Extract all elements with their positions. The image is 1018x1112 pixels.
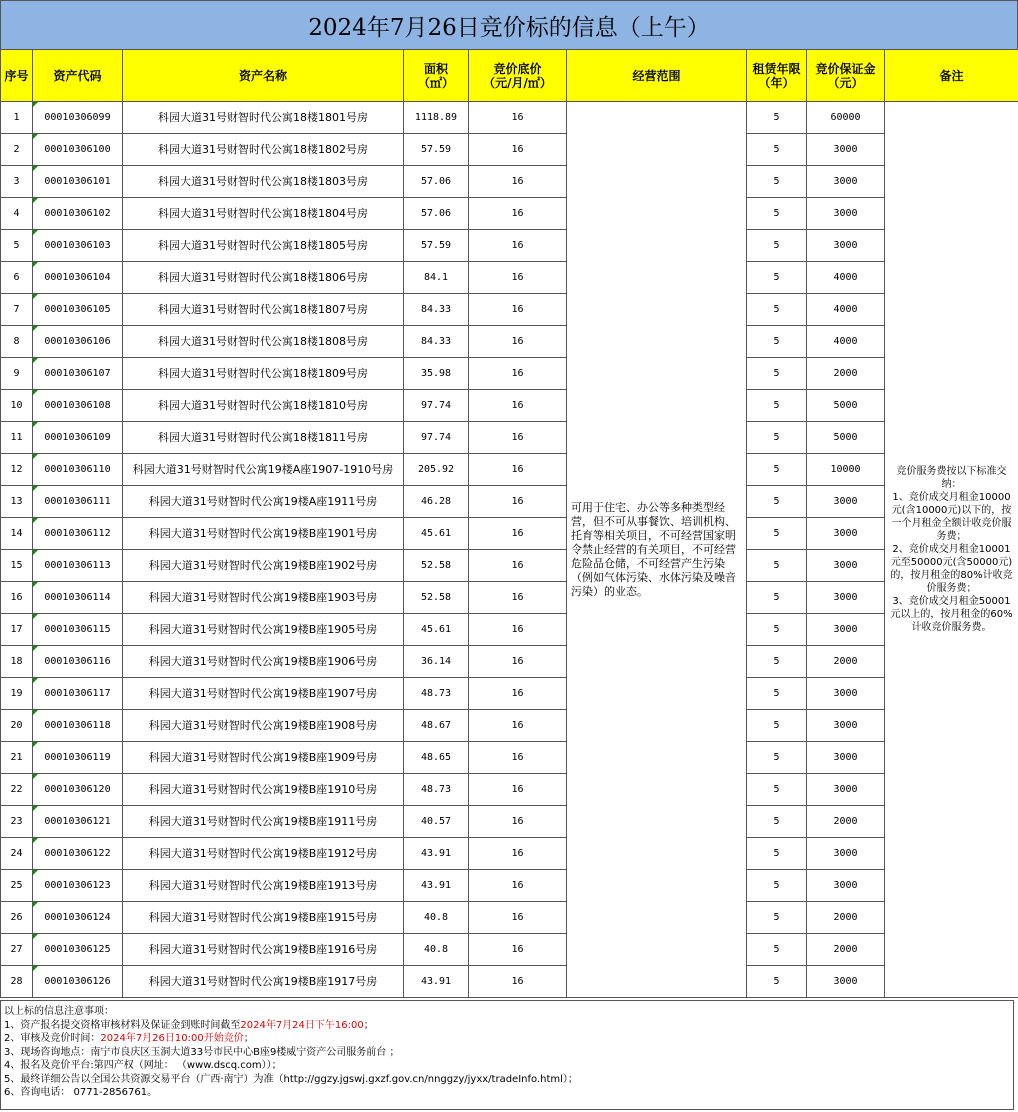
cell-asset-code: 00010306118 bbox=[33, 710, 123, 742]
note-auction-time: 2024年7月26日10:00开始竞价 bbox=[100, 1033, 244, 1044]
cell-deposit: 2000 bbox=[807, 806, 885, 838]
cell-deposit: 2000 bbox=[807, 646, 885, 678]
cell-asset-name: 科园大道31号财智时代公寓18楼1801号房 bbox=[123, 102, 404, 134]
table-row bbox=[1, 742, 1018, 774]
business-scope-cell: 可用于住宅、办公等多种类型经营，但不可从事餐饮、培训机构、托育等相关项目，不可经营国家明令禁止经营的有关项目，不可经营危险品仓储，不可经营产生污染（例如气体污染、水体污染及噪音污染）的业态。 bbox=[567, 102, 747, 998]
cell-lease-term: 5 bbox=[747, 902, 807, 934]
cell-deposit: 3000 bbox=[807, 582, 885, 614]
header-area: 面积 （㎡） bbox=[404, 50, 469, 102]
cell-lease-term: 5 bbox=[747, 358, 807, 390]
cell-no: 21 bbox=[1, 742, 33, 774]
table-row bbox=[1, 390, 1018, 422]
sheet-title: 2024年7月26日竞价标的信息（上午） bbox=[0, 0, 1018, 50]
cell-asset-name: 科园大道31号财智时代公寓18楼1809号房 bbox=[123, 358, 404, 390]
cell-asset-name: 科园大道31号财智时代公寓19楼B座1908号房 bbox=[123, 710, 404, 742]
cell-base-price: 16 bbox=[469, 294, 567, 326]
table-row bbox=[1, 326, 1018, 358]
note-line-1-suffix: ； bbox=[363, 1019, 374, 1031]
header-deposit: 竞价保证金 （元） bbox=[807, 50, 885, 102]
cell-base-price: 16 bbox=[469, 838, 567, 870]
cell-deposit: 3000 bbox=[807, 774, 885, 806]
table-row bbox=[1, 838, 1018, 870]
cell-asset-code: 00010306100 bbox=[33, 134, 123, 166]
cell-no: 4 bbox=[1, 198, 33, 230]
cell-base-price: 16 bbox=[469, 774, 567, 806]
cell-asset-name: 科园大道31号财智时代公寓19楼B座1902号房 bbox=[123, 550, 404, 582]
cell-asset-name: 科园大道31号财智时代公寓19楼B座1909号房 bbox=[123, 742, 404, 774]
cell-base-price: 16 bbox=[469, 646, 567, 678]
cell-no: 14 bbox=[1, 518, 33, 550]
cell-area: 48.73 bbox=[404, 678, 469, 710]
cell-asset-code: 00010306099 bbox=[33, 102, 123, 134]
cell-asset-name: 科园大道31号财智时代公寓19楼A座1907-1910号房 bbox=[123, 454, 404, 486]
table-row bbox=[1, 166, 1018, 198]
cell-base-price: 16 bbox=[469, 358, 567, 390]
table-row bbox=[1, 678, 1018, 710]
cell-no: 24 bbox=[1, 838, 33, 870]
cell-base-price: 16 bbox=[469, 870, 567, 902]
cell-base-price: 16 bbox=[469, 486, 567, 518]
cell-area: 48.67 bbox=[404, 710, 469, 742]
cell-deposit: 3000 bbox=[807, 870, 885, 902]
cell-asset-name: 科园大道31号财智时代公寓18楼1805号房 bbox=[123, 230, 404, 262]
cell-asset-name: 科园大道31号财智时代公寓18楼1803号房 bbox=[123, 166, 404, 198]
table-row bbox=[1, 582, 1018, 614]
cell-asset-name: 科园大道31号财智时代公寓18楼1811号房 bbox=[123, 422, 404, 454]
cell-no: 26 bbox=[1, 902, 33, 934]
cell-no: 8 bbox=[1, 326, 33, 358]
cell-asset-code: 00010306126 bbox=[33, 966, 123, 998]
cell-deposit: 4000 bbox=[807, 294, 885, 326]
cell-asset-name: 科园大道31号财智时代公寓18楼1802号房 bbox=[123, 134, 404, 166]
table-row bbox=[1, 646, 1018, 678]
cell-lease-term: 5 bbox=[747, 838, 807, 870]
cell-lease-term: 5 bbox=[747, 550, 807, 582]
note-line-2 bbox=[4, 1032, 1013, 1046]
cell-asset-name: 科园大道31号财智时代公寓19楼B座1907号房 bbox=[123, 678, 404, 710]
cell-asset-name: 科园大道31号财智时代公寓19楼B座1913号房 bbox=[123, 870, 404, 902]
cell-no: 16 bbox=[1, 582, 33, 614]
cell-base-price: 16 bbox=[469, 422, 567, 454]
cell-asset-code: 00010306115 bbox=[33, 614, 123, 646]
note-line-5: 5、最终详细公告以全国公共资源交易平台（广西·南宁）为准（http://ggzy.jgswj.gxzf.gov.cn/nnggzy/jyxx/tradeInfo.html）； bbox=[4, 1073, 578, 1085]
cell-asset-code: 00010306106 bbox=[33, 326, 123, 358]
remark-cell: 竞价服务费按以下标准交纳： 1、竞价成交月租金10000元(含10000元)以下的，按一个月租金全额计收竞价服务费； 2、竞价成交月租金10001元至50000元(含50000元)的，按月租金的80%计收竞价服务费； 3、竞价成交月租金50001元以上的，按月租金的60%计收竞价服务费。 bbox=[885, 102, 1018, 998]
cell-no: 18 bbox=[1, 646, 33, 678]
cell-asset-name: 科园大道31号财智时代公寓18楼1806号房 bbox=[123, 262, 404, 294]
cell-asset-name: 科园大道31号财智时代公寓18楼1810号房 bbox=[123, 390, 404, 422]
cell-area: 45.61 bbox=[404, 614, 469, 646]
cell-area: 40.57 bbox=[404, 806, 469, 838]
cell-lease-term: 5 bbox=[747, 774, 807, 806]
cell-asset-code: 00010306113 bbox=[33, 550, 123, 582]
notes-heading: 以上标的信息注意事项： bbox=[4, 1006, 114, 1017]
cell-area: 48.65 bbox=[404, 742, 469, 774]
cell-deposit: 2000 bbox=[807, 358, 885, 390]
cell-base-price: 16 bbox=[469, 390, 567, 422]
cell-no: 6 bbox=[1, 262, 33, 294]
cell-no: 19 bbox=[1, 678, 33, 710]
table-row bbox=[1, 806, 1018, 838]
cell-area: 97.74 bbox=[404, 422, 469, 454]
table-row bbox=[1, 966, 1018, 998]
auction-table bbox=[0, 49, 1018, 998]
cell-asset-name: 科园大道31号财智时代公寓18楼1804号房 bbox=[123, 198, 404, 230]
cell-lease-term: 5 bbox=[747, 166, 807, 198]
cell-lease-term: 5 bbox=[747, 710, 807, 742]
cell-lease-term: 5 bbox=[747, 870, 807, 902]
table-row bbox=[1, 134, 1018, 166]
cell-deposit: 3000 bbox=[807, 614, 885, 646]
cell-no: 13 bbox=[1, 486, 33, 518]
cell-lease-term: 5 bbox=[747, 294, 807, 326]
cell-area: 84.1 bbox=[404, 262, 469, 294]
cell-lease-term: 5 bbox=[747, 966, 807, 998]
cell-deposit: 3000 bbox=[807, 518, 885, 550]
cell-area: 45.61 bbox=[404, 518, 469, 550]
cell-base-price: 16 bbox=[469, 134, 567, 166]
cell-asset-name: 科园大道31号财智时代公寓18楼1807号房 bbox=[123, 294, 404, 326]
cell-base-price: 16 bbox=[469, 454, 567, 486]
table-row bbox=[1, 934, 1018, 966]
cell-base-price: 16 bbox=[469, 326, 567, 358]
header-remark: 备注 bbox=[885, 50, 1018, 102]
cell-no: 22 bbox=[1, 774, 33, 806]
cell-asset-code: 00010306111 bbox=[33, 486, 123, 518]
cell-area: 40.8 bbox=[404, 902, 469, 934]
cell-lease-term: 5 bbox=[747, 934, 807, 966]
cell-no: 12 bbox=[1, 454, 33, 486]
table-row bbox=[1, 774, 1018, 806]
cell-asset-code: 00010306123 bbox=[33, 870, 123, 902]
header-name: 资产名称 bbox=[123, 50, 404, 102]
cell-deposit: 2000 bbox=[807, 902, 885, 934]
cell-deposit: 5000 bbox=[807, 390, 885, 422]
cell-deposit: 5000 bbox=[807, 422, 885, 454]
cell-area: 57.06 bbox=[404, 166, 469, 198]
cell-deposit: 3000 bbox=[807, 550, 885, 582]
cell-deposit: 3000 bbox=[807, 134, 885, 166]
cell-area: 84.33 bbox=[404, 326, 469, 358]
table-row bbox=[1, 102, 1018, 134]
cell-area: 43.91 bbox=[404, 870, 469, 902]
cell-deposit: 3000 bbox=[807, 710, 885, 742]
cell-area: 57.59 bbox=[404, 134, 469, 166]
table-row bbox=[1, 358, 1018, 390]
header-price: 竞价底价 （元/月/㎡） bbox=[469, 50, 567, 102]
cell-asset-code: 00010306107 bbox=[33, 358, 123, 390]
cell-lease-term: 5 bbox=[747, 422, 807, 454]
cell-asset-name: 科园大道31号财智时代公寓19楼B座1915号房 bbox=[123, 902, 404, 934]
cell-asset-name: 科园大道31号财智时代公寓19楼B座1905号房 bbox=[123, 614, 404, 646]
cell-deposit: 3000 bbox=[807, 198, 885, 230]
cell-lease-term: 5 bbox=[747, 134, 807, 166]
cell-lease-term: 5 bbox=[747, 518, 807, 550]
cell-base-price: 16 bbox=[469, 678, 567, 710]
table-row bbox=[1, 294, 1018, 326]
cell-asset-code: 00010306119 bbox=[33, 742, 123, 774]
cell-deposit: 3000 bbox=[807, 486, 885, 518]
cell-no: 11 bbox=[1, 422, 33, 454]
cell-asset-code: 00010306124 bbox=[33, 902, 123, 934]
cell-asset-code: 00010306109 bbox=[33, 422, 123, 454]
cell-base-price: 16 bbox=[469, 966, 567, 998]
cell-no: 15 bbox=[1, 550, 33, 582]
cell-lease-term: 5 bbox=[747, 230, 807, 262]
cell-lease-term: 5 bbox=[747, 262, 807, 294]
cell-lease-term: 5 bbox=[747, 806, 807, 838]
cell-asset-code: 00010306116 bbox=[33, 646, 123, 678]
note-line-1-text: 1、资产报名提交资格审核材料及保证金到账时间截至 bbox=[4, 1019, 241, 1031]
cell-base-price: 16 bbox=[469, 582, 567, 614]
cell-base-price: 16 bbox=[469, 710, 567, 742]
cell-area: 46.28 bbox=[404, 486, 469, 518]
cell-no: 3 bbox=[1, 166, 33, 198]
cell-area: 48.73 bbox=[404, 774, 469, 806]
cell-no: 20 bbox=[1, 710, 33, 742]
cell-base-price: 16 bbox=[469, 166, 567, 198]
note-line-6: 6、咨询电话： 0771-2856761。 bbox=[4, 1087, 158, 1098]
cell-deposit: 3000 bbox=[807, 166, 885, 198]
note-deadline: 2024年7月24日下午16:00 bbox=[240, 1019, 364, 1031]
cell-asset-name: 科园大道31号财智时代公寓19楼B座1916号房 bbox=[123, 934, 404, 966]
cell-no: 27 bbox=[1, 934, 33, 966]
cell-asset-name: 科园大道31号财智时代公寓19楼B座1911号房 bbox=[123, 806, 404, 838]
cell-deposit: 3000 bbox=[807, 742, 885, 774]
table-row bbox=[1, 198, 1018, 230]
cell-area: 84.33 bbox=[404, 294, 469, 326]
notes-box bbox=[0, 1000, 1014, 1110]
cell-asset-name: 科园大道31号财智时代公寓19楼B座1912号房 bbox=[123, 838, 404, 870]
cell-asset-name: 科园大道31号财智时代公寓19楼B座1901号房 bbox=[123, 518, 404, 550]
cell-asset-code: 00010306120 bbox=[33, 774, 123, 806]
cell-deposit: 60000 bbox=[807, 102, 885, 134]
note-line-2-text: 2、审核及竞价时间： bbox=[4, 1033, 101, 1044]
cell-asset-code: 00010306108 bbox=[33, 390, 123, 422]
table-row bbox=[1, 262, 1018, 294]
cell-area: 52.58 bbox=[404, 550, 469, 582]
cell-deposit: 4000 bbox=[807, 326, 885, 358]
cell-asset-name: 科园大道31号财智时代公寓19楼A座1911号房 bbox=[123, 486, 404, 518]
cell-base-price: 16 bbox=[469, 614, 567, 646]
cell-lease-term: 5 bbox=[747, 486, 807, 518]
note-line-3: 3、现场咨询地点：南宁市良庆区玉洞大道33号市民中心B座9楼威宁资产公司服务前台 ； bbox=[4, 1046, 400, 1058]
cell-lease-term: 5 bbox=[747, 198, 807, 230]
cell-no: 17 bbox=[1, 614, 33, 646]
cell-lease-term: 5 bbox=[747, 326, 807, 358]
cell-no: 7 bbox=[1, 294, 33, 326]
cell-area: 97.74 bbox=[404, 390, 469, 422]
cell-asset-name: 科园大道31号财智时代公寓19楼B座1903号房 bbox=[123, 582, 404, 614]
cell-asset-name: 科园大道31号财智时代公寓19楼B座1917号房 bbox=[123, 966, 404, 998]
cell-no: 1 bbox=[1, 102, 33, 134]
cell-area: 35.98 bbox=[404, 358, 469, 390]
header-row bbox=[1, 50, 1018, 102]
cell-base-price: 16 bbox=[469, 518, 567, 550]
cell-lease-term: 5 bbox=[747, 390, 807, 422]
table-row bbox=[1, 902, 1018, 934]
cell-no: 10 bbox=[1, 390, 33, 422]
cell-deposit: 3000 bbox=[807, 966, 885, 998]
cell-base-price: 16 bbox=[469, 902, 567, 934]
cell-asset-code: 00010306114 bbox=[33, 582, 123, 614]
cell-asset-code: 00010306105 bbox=[33, 294, 123, 326]
table-row bbox=[1, 422, 1018, 454]
cell-deposit: 4000 bbox=[807, 262, 885, 294]
cell-lease-term: 5 bbox=[747, 742, 807, 774]
cell-lease-term: 5 bbox=[747, 582, 807, 614]
cell-no: 9 bbox=[1, 358, 33, 390]
cell-base-price: 16 bbox=[469, 806, 567, 838]
table-row bbox=[1, 486, 1018, 518]
cell-no: 28 bbox=[1, 966, 33, 998]
cell-asset-name: 科园大道31号财智时代公寓19楼B座1906号房 bbox=[123, 646, 404, 678]
cell-asset-code: 00010306117 bbox=[33, 678, 123, 710]
cell-lease-term: 5 bbox=[747, 614, 807, 646]
cell-deposit: 2000 bbox=[807, 934, 885, 966]
cell-deposit: 10000 bbox=[807, 454, 885, 486]
cell-asset-code: 00010306103 bbox=[33, 230, 123, 262]
note-line-2-suffix: ； bbox=[243, 1033, 254, 1044]
cell-area: 52.58 bbox=[404, 582, 469, 614]
cell-asset-code: 00010306122 bbox=[33, 838, 123, 870]
cell-asset-code: 00010306102 bbox=[33, 198, 123, 230]
cell-base-price: 16 bbox=[469, 262, 567, 294]
cell-no: 5 bbox=[1, 230, 33, 262]
cell-no: 25 bbox=[1, 870, 33, 902]
cell-area: 57.06 bbox=[404, 198, 469, 230]
cell-lease-term: 5 bbox=[747, 678, 807, 710]
table-row bbox=[1, 870, 1018, 902]
cell-base-price: 16 bbox=[469, 198, 567, 230]
header-term: 租赁年限 （年） bbox=[747, 50, 807, 102]
cell-asset-code: 00010306125 bbox=[33, 934, 123, 966]
cell-base-price: 16 bbox=[469, 102, 567, 134]
cell-area: 57.59 bbox=[404, 230, 469, 262]
header-scope: 经营范围 bbox=[567, 50, 747, 102]
cell-lease-term: 5 bbox=[747, 102, 807, 134]
cell-asset-code: 00010306104 bbox=[33, 262, 123, 294]
cell-base-price: 16 bbox=[469, 550, 567, 582]
cell-asset-code: 00010306110 bbox=[33, 454, 123, 486]
cell-asset-code: 00010306101 bbox=[33, 166, 123, 198]
note-line-1 bbox=[4, 1019, 1013, 1033]
cell-no: 23 bbox=[1, 806, 33, 838]
cell-no: 2 bbox=[1, 134, 33, 166]
cell-asset-code: 00010306121 bbox=[33, 806, 123, 838]
header-no: 序号 bbox=[1, 50, 33, 102]
cell-base-price: 16 bbox=[469, 742, 567, 774]
cell-area: 43.91 bbox=[404, 838, 469, 870]
cell-area: 1118.89 bbox=[404, 102, 469, 134]
table-row bbox=[1, 614, 1018, 646]
cell-area: 205.92 bbox=[404, 454, 469, 486]
cell-lease-term: 5 bbox=[747, 646, 807, 678]
cell-base-price: 16 bbox=[469, 230, 567, 262]
cell-deposit: 3000 bbox=[807, 838, 885, 870]
cell-base-price: 16 bbox=[469, 934, 567, 966]
cell-asset-code: 00010306112 bbox=[33, 518, 123, 550]
table-row bbox=[1, 230, 1018, 262]
table-row bbox=[1, 518, 1018, 550]
cell-deposit: 3000 bbox=[807, 678, 885, 710]
cell-lease-term: 5 bbox=[747, 454, 807, 486]
table-row bbox=[1, 710, 1018, 742]
cell-asset-name: 科园大道31号财智时代公寓18楼1808号房 bbox=[123, 326, 404, 358]
note-line-4: 4、报名及竞价平台:第四产权（网址： （www.dscq.com））； bbox=[4, 1060, 282, 1071]
cell-deposit: 3000 bbox=[807, 230, 885, 262]
table-row bbox=[1, 454, 1018, 486]
cell-area: 43.91 bbox=[404, 966, 469, 998]
header-code: 资产代码 bbox=[33, 50, 123, 102]
table-row bbox=[1, 550, 1018, 582]
cell-asset-name: 科园大道31号财智时代公寓19楼B座1910号房 bbox=[123, 774, 404, 806]
cell-area: 36.14 bbox=[404, 646, 469, 678]
cell-area: 40.8 bbox=[404, 934, 469, 966]
